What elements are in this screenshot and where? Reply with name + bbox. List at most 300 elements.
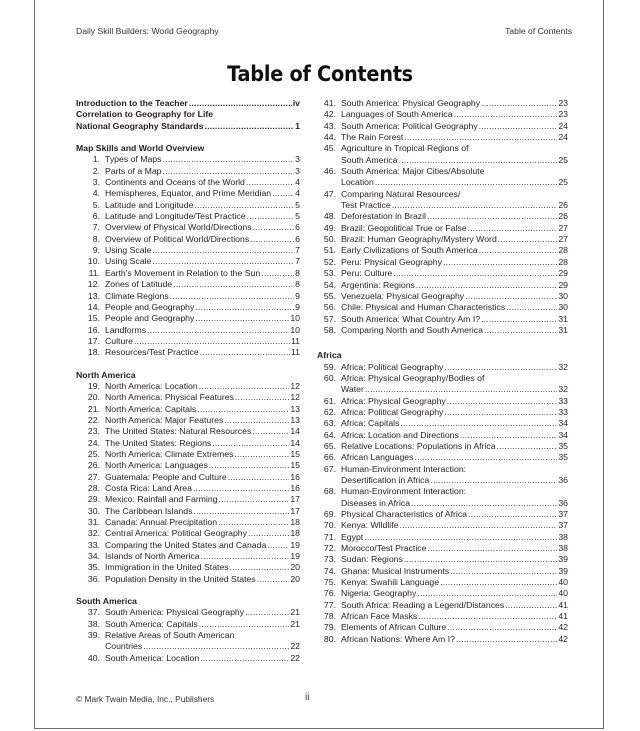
toc-entry-page: 28 (558, 256, 568, 267)
toc-entry[interactable] (317, 121, 568, 132)
toc-entry-page: 13 (290, 403, 300, 414)
dot-leader (481, 314, 557, 325)
toc-entry-number: 20. (87, 392, 100, 403)
dot-leader (163, 154, 295, 165)
dot-leader (163, 166, 295, 177)
section-heading-map-skills: Map Skills and World Overview (76, 143, 205, 154)
section-list-south-america-part2 (317, 98, 568, 336)
toc-entry-title: Using Scale (105, 256, 152, 267)
toc-entry[interactable] (317, 452, 568, 463)
toc-entry-number: 32. (87, 528, 100, 539)
dot-leader (134, 336, 290, 347)
toc-entry[interactable] (76, 460, 300, 471)
toc-entry-title: Water (341, 384, 364, 395)
toc-entry-number: 9. (92, 245, 100, 256)
running-header-right: Table of Contents (505, 26, 572, 36)
page-title: Table of Contents (227, 62, 413, 86)
toc-entry[interactable] (76, 483, 300, 494)
toc-entry-title: Culture (105, 335, 134, 346)
toc-entry-number: 73. (323, 554, 336, 565)
toc-entry-page: 13 (290, 414, 300, 425)
toc-entry-title: Brazil: Human Geography/Mystery Word (341, 234, 497, 245)
section-heading-south-america: South America (76, 596, 137, 607)
toc-entry[interactable] (76, 222, 300, 233)
toc-entry[interactable] (76, 268, 300, 279)
toc-entry-title: Location (341, 177, 374, 188)
toc-entry[interactable] (317, 314, 568, 325)
toc-entry-number: 29. (87, 494, 100, 505)
toc-entry-number: 23. (87, 426, 100, 437)
toc-entry[interactable] (317, 257, 568, 268)
dot-leader (444, 362, 557, 373)
toc-entry-number: 14. (87, 301, 100, 312)
toc-front-item-correlation-line2[interactable] (76, 121, 300, 132)
toc-entry[interactable] (76, 494, 300, 505)
toc-entry-number: 79. (323, 622, 336, 633)
toc-entry-page: 33 (558, 395, 568, 406)
toc-entry[interactable] (76, 438, 300, 449)
toc-entry-title: Islands of North America (105, 551, 200, 562)
toc-entry[interactable] (317, 143, 568, 166)
toc-entry-title-line1: Comparing Natural Resources/ (341, 188, 461, 199)
toc-entry-title: People and Geography (105, 301, 195, 312)
toc-entry-title: North America: Capitals (105, 403, 197, 414)
dot-leader (443, 257, 557, 268)
toc-entry[interactable] (317, 280, 568, 291)
toc-entry[interactable] (76, 574, 300, 585)
toc-entry[interactable] (76, 347, 300, 358)
toc-entry-title: South America: Political Geography (341, 120, 478, 131)
toc-entry-title: Guatemala: People and Culture (105, 471, 227, 482)
dot-leader (427, 543, 557, 554)
dot-leader (479, 121, 558, 132)
toc-entry-page: 27 (558, 222, 568, 233)
toc-entry-number: 41. (323, 98, 336, 108)
toc-entry[interactable] (76, 415, 300, 426)
toc-entry[interactable] (317, 600, 568, 611)
toc-entry-number: 13. (87, 290, 100, 301)
toc-entry[interactable] (317, 223, 568, 234)
toc-entry-title: South America (341, 154, 398, 165)
toc-entry-page: 20 (290, 573, 300, 584)
dot-leader (194, 200, 294, 211)
toc-entry-title: North America: Location (105, 380, 198, 391)
toc-entry-number: 5. (92, 199, 100, 210)
toc-entry-page: 17 (290, 505, 300, 516)
dot-leader (393, 268, 557, 279)
toc-entry[interactable] (317, 291, 568, 302)
toc-entry-number: 2. (92, 165, 100, 176)
toc-entry-page: 37 (558, 520, 568, 531)
toc-entry-page: 32 (558, 384, 568, 395)
dot-leader (427, 211, 557, 222)
toc-entry-title: Mexico: Rainfall and Farming (105, 494, 218, 505)
toc-entry-number: 50. (323, 234, 336, 245)
toc-entry-number: 37. (87, 607, 100, 618)
indent-spacer (317, 177, 341, 188)
toc-entry-page: 38 (558, 543, 568, 554)
toc-entry-title: The Caribbean Islands (105, 505, 193, 516)
toc-entry-title: Early Civilizations of South America (341, 245, 478, 256)
toc-entry-number: 72. (323, 543, 336, 554)
toc-entry[interactable] (76, 404, 300, 415)
toc-entry-number: 34. (87, 551, 100, 562)
toc-entry-title: Using Scale (105, 245, 152, 256)
toc-entry[interactable] (76, 245, 300, 256)
toc-entry-number: 78. (323, 611, 336, 622)
toc-entry[interactable] (317, 98, 568, 109)
toc-entry-number: 15. (87, 313, 100, 324)
toc-entry[interactable] (317, 325, 568, 336)
toc-entry-title: Chile: Physical and Human Characteristics (341, 302, 506, 313)
toc-entry-title: Africa: Physical Geography (341, 395, 446, 406)
toc-entry[interactable] (317, 566, 568, 577)
toc-entry[interactable] (317, 532, 568, 543)
running-header-left: Daily Skill Builders: World Geography (76, 26, 219, 36)
toc-entry-page: 21 (290, 607, 300, 618)
toc-entry-page: 40 (558, 577, 568, 588)
toc-entry-page: 31 (558, 313, 568, 324)
toc-entry-number: 1. (92, 154, 100, 165)
toc-entry-title: Parts of a Map (105, 165, 162, 176)
dot-leader (416, 280, 557, 291)
toc-entry-title: Argentina: Regions (341, 279, 415, 290)
dot-leader (170, 291, 294, 302)
indent-spacer (317, 155, 341, 166)
toc-entry-number: 75. (323, 577, 336, 588)
toc-entry-title-line1: South America: Major Cities/Absolute (341, 166, 485, 177)
toc-entry[interactable] (317, 464, 568, 487)
dot-leader (234, 449, 289, 460)
toc-entry-page: 29 (558, 279, 568, 290)
toc-entry[interactable] (76, 291, 300, 302)
toc-entry-title: Peru: Culture (341, 268, 393, 279)
dot-leader (199, 381, 290, 392)
toc-entry-page: 9 (295, 290, 300, 301)
toc-entry-title: Africa: Political Geography (341, 361, 444, 372)
toc-entry[interactable] (317, 486, 568, 509)
toc-entry[interactable] (76, 256, 300, 267)
dot-leader (189, 98, 292, 109)
toc-entry[interactable] (317, 634, 568, 645)
toc-entry-page: 24 (558, 132, 568, 143)
dot-leader (212, 438, 289, 449)
toc-entry-page: 22 (290, 641, 300, 652)
toc-entry[interactable] (76, 313, 300, 324)
dot-leader (430, 475, 557, 486)
toc-entry-title: Hemispheres, Equator, and Prime Meridian (105, 188, 272, 199)
toc-entry[interactable] (317, 588, 568, 599)
toc-entry[interactable] (76, 200, 300, 211)
toc-entry-page: 28 (558, 245, 568, 256)
dot-leader (417, 588, 557, 599)
footer-page-number: ii (305, 692, 310, 703)
section-list-map-skills (76, 154, 300, 358)
toc-entry-title-line1: Human-Environment Interaction: (341, 463, 467, 474)
toc-entry-title: Morocco/Test Practice (341, 543, 427, 554)
dot-leader (450, 566, 557, 577)
toc-entry-number: 53. (323, 268, 336, 279)
toc-entry-title: Peru: Physical Geography (341, 256, 442, 267)
toc-entry-number: 56. (323, 302, 336, 313)
toc-entry[interactable] (76, 653, 300, 664)
section-heading-north-america: North America (76, 369, 136, 380)
toc-entry-title: Africa: Location and Directions (341, 429, 459, 440)
indent-spacer (317, 200, 341, 211)
dot-leader (272, 188, 294, 199)
toc-front-item-introduction[interactable] (76, 98, 300, 109)
dot-leader (209, 460, 289, 471)
toc-entry[interactable] (76, 540, 300, 551)
toc-entry[interactable] (76, 551, 300, 562)
toc-entry-number: 25. (87, 448, 100, 459)
toc-entry-number: 28. (87, 483, 100, 493)
toc-entry-page: 30 (558, 302, 568, 313)
toc-entry[interactable] (76, 562, 300, 573)
toc-entry-number: 26. (87, 460, 100, 471)
toc-entry-number: 44. (323, 132, 336, 143)
toc-entry-number: 61. (323, 395, 336, 406)
toc-entry-title: Relative Locations: Populations in Africa (341, 440, 496, 451)
toc-entry[interactable] (317, 407, 568, 418)
toc-entry-page: 3 (295, 154, 300, 165)
toc-entry-page: 7 (295, 256, 300, 267)
toc-entry[interactable] (317, 132, 568, 143)
toc-entry[interactable] (76, 188, 300, 199)
toc-entry[interactable] (76, 166, 300, 177)
toc-entry[interactable] (76, 392, 300, 403)
dot-leader (468, 223, 558, 234)
toc-entry[interactable] (76, 211, 300, 222)
dot-leader (498, 234, 558, 245)
dot-leader (505, 600, 557, 611)
toc-entry-title: Costa Rica: Land Area (105, 483, 192, 493)
dot-leader (497, 441, 558, 452)
dot-leader (257, 574, 290, 585)
toc-entry[interactable] (76, 449, 300, 460)
dot-leader (447, 622, 557, 633)
toc-entry-number: 10. (87, 256, 100, 267)
toc-entry[interactable] (317, 577, 568, 588)
toc-entry[interactable] (317, 520, 568, 531)
toc-entry-title: Immigration in the United States (105, 562, 229, 573)
toc-entry-page: 36 (558, 475, 568, 485)
toc-entry[interactable] (76, 607, 300, 618)
toc-entry-number: 59. (323, 361, 336, 372)
toc-entry[interactable] (317, 509, 568, 520)
toc-entry-page: 16 (290, 471, 300, 482)
toc-entry[interactable] (317, 302, 568, 313)
toc-entry[interactable] (317, 430, 568, 441)
toc-column-left (76, 98, 300, 664)
toc-entry-title: Climate Regions (105, 290, 169, 301)
toc-entry-title: South America: Physical Geography (105, 607, 245, 618)
toc-entry-title: South America: Physical Geography (341, 98, 481, 108)
dot-leader (147, 325, 289, 336)
toc-entry-page: 10 (290, 324, 300, 335)
toc-entry-number: 51. (323, 245, 336, 256)
toc-entry-page: 7 (295, 245, 300, 256)
toc-entry[interactable] (76, 302, 300, 313)
toc-entry-number: 18. (87, 347, 100, 358)
toc-entry[interactable] (76, 472, 300, 483)
toc-entry-page: 36 (558, 497, 568, 508)
toc-entry[interactable] (76, 381, 300, 392)
toc-entry-page: 37 (558, 509, 568, 520)
dot-leader (454, 109, 558, 120)
dot-leader (193, 506, 289, 517)
toc-entry-title: Desertification in Africa (341, 475, 430, 485)
toc-entry[interactable] (76, 336, 300, 347)
toc-entry[interactable] (76, 426, 300, 437)
toc-entry-title-line1: Human-Environment Interaction: (341, 486, 467, 497)
toc-entry-number: 35. (87, 562, 100, 573)
dot-leader (248, 528, 289, 539)
toc-entry-page: 41 (558, 611, 568, 622)
toc-entry[interactable] (317, 418, 568, 429)
toc-entry[interactable] (76, 528, 300, 539)
toc-entry[interactable] (317, 362, 568, 373)
toc-entry[interactable] (76, 325, 300, 336)
toc-entry-title: North America: Languages (105, 460, 208, 471)
toc-entry[interactable] (317, 268, 568, 279)
toc-entry[interactable] (317, 554, 568, 565)
toc-entry-title: Continents and Oceans of the World (105, 177, 245, 188)
toc-entry-page: 25 (558, 177, 568, 188)
toc-entry[interactable] (76, 517, 300, 528)
toc-entry[interactable] (317, 396, 568, 407)
toc-entry[interactable] (76, 279, 300, 290)
toc-entry-page: 34 (558, 429, 568, 440)
toc-entry-number: 38. (87, 618, 100, 629)
toc-entry-number: 8. (92, 233, 100, 244)
toc-entry-page: 27 (558, 234, 568, 245)
toc-entry-title: Overview of Political World/Directions (105, 233, 250, 244)
toc-entry-title-line1: Africa: Physical Geography/Bodies of (341, 372, 485, 383)
dot-leader (218, 517, 289, 528)
toc-entry-page: 19 (290, 551, 300, 562)
toc-entry-page: 39 (558, 565, 568, 576)
toc-entry-title: Landforms (105, 324, 147, 335)
dot-leader (460, 430, 558, 441)
toc-entry-title: Physical Characteristics of Africa (341, 509, 468, 520)
toc-entry-title: Ghana: Musical Instruments (341, 565, 450, 576)
toc-entry[interactable] (317, 543, 568, 554)
toc-entry[interactable] (76, 630, 300, 653)
toc-entry-page: 9 (295, 301, 300, 312)
toc-entry-number: 69. (323, 509, 336, 520)
dot-leader (479, 245, 558, 256)
toc-entry[interactable] (317, 211, 568, 222)
section-list-north-america (76, 381, 300, 585)
toc-entry[interactable] (76, 177, 300, 188)
toc-entry[interactable] (76, 154, 300, 165)
toc-entry[interactable] (76, 619, 300, 630)
toc-entry[interactable] (317, 611, 568, 622)
dot-leader (201, 551, 290, 562)
toc-entry-page: 18 (290, 528, 300, 539)
toc-entry-page: 32 (558, 361, 568, 372)
toc-entry[interactable] (317, 234, 568, 245)
dot-leader (224, 415, 289, 426)
toc-entry[interactable] (76, 506, 300, 517)
toc-entry-page: 11 (290, 347, 300, 358)
toc-entry-number: 11. (88, 267, 100, 278)
toc-entry-number: 57. (323, 313, 336, 324)
toc-entry-number: 6. (92, 211, 100, 222)
toc-entry[interactable] (317, 441, 568, 452)
toc-entry-page: 1 (295, 120, 300, 131)
toc-entry-title: National Geography Standards (76, 120, 204, 131)
dot-leader (414, 452, 557, 463)
dot-leader (400, 418, 557, 429)
toc-entry-number: 74. (323, 565, 336, 576)
toc-entry-number: 60. (323, 372, 336, 383)
dot-leader (200, 653, 289, 664)
dot-leader (267, 540, 289, 551)
toc-entry-page: 42 (558, 633, 568, 644)
toc-entry-title: Diseases in Africa (341, 497, 411, 508)
toc-entry-page: 4 (295, 177, 300, 188)
toc-entry-title: Brazil: Geopolitical True or False (341, 222, 467, 233)
dot-leader (261, 268, 294, 279)
dot-leader (364, 532, 557, 543)
toc-entry[interactable] (317, 166, 568, 189)
toc-entry-page: 5 (295, 199, 300, 210)
toc-entry-number: 12. (87, 279, 100, 290)
toc-entry-number: 70. (323, 520, 336, 531)
toc-entry-title: Egypt (341, 531, 364, 542)
toc-entry-title: South America: Capitals (105, 618, 198, 629)
toc-entry[interactable] (317, 373, 568, 396)
dot-leader (246, 177, 294, 188)
toc-entry-page: 30 (558, 290, 568, 301)
section-list-south-america-part1 (76, 607, 300, 664)
toc-entry-number: 46. (323, 166, 336, 177)
indent-spacer (76, 641, 105, 652)
dot-leader (456, 634, 557, 645)
toc-entry-number: 68. (323, 486, 336, 497)
footer-publisher: © Mark Twain Media, Inc., Publishers (76, 694, 215, 704)
toc-entry-title: Languages of South America (341, 109, 453, 120)
toc-entry-title-line1: Agriculture in Tropical Regions of (341, 143, 469, 154)
toc-entry[interactable] (317, 622, 568, 633)
dot-leader (235, 392, 289, 403)
dot-leader (375, 177, 557, 188)
dot-leader (506, 302, 557, 313)
toc-entry[interactable] (317, 245, 568, 256)
toc-entry-page: 21 (290, 618, 300, 629)
toc-entry-number: 7. (92, 222, 100, 233)
toc-entry-title: Kenya: Wildlife (341, 520, 399, 531)
dot-leader (447, 396, 558, 407)
toc-entry-number: 77. (323, 599, 336, 610)
toc-entry-number: 30. (87, 505, 100, 516)
toc-entry-title: North America: Climate Extremes (105, 448, 234, 459)
toc-entry[interactable] (76, 234, 300, 245)
toc-entry-title: Elements of African Culture (341, 622, 447, 633)
toc-entry-number: 48. (323, 211, 336, 222)
toc-entry-title: Overview of Physical World/Directions (105, 222, 252, 233)
toc-entry-page: 38 (558, 531, 568, 542)
toc-front-item-correlation-line1[interactable] (76, 109, 300, 120)
toc-entry-title: African Face Masks (341, 611, 418, 622)
toc-entry[interactable] (317, 109, 568, 120)
section-list-africa (317, 362, 568, 646)
toc-entry-page: 8 (295, 267, 300, 278)
dot-leader (195, 302, 294, 313)
toc-entry[interactable] (317, 189, 568, 212)
